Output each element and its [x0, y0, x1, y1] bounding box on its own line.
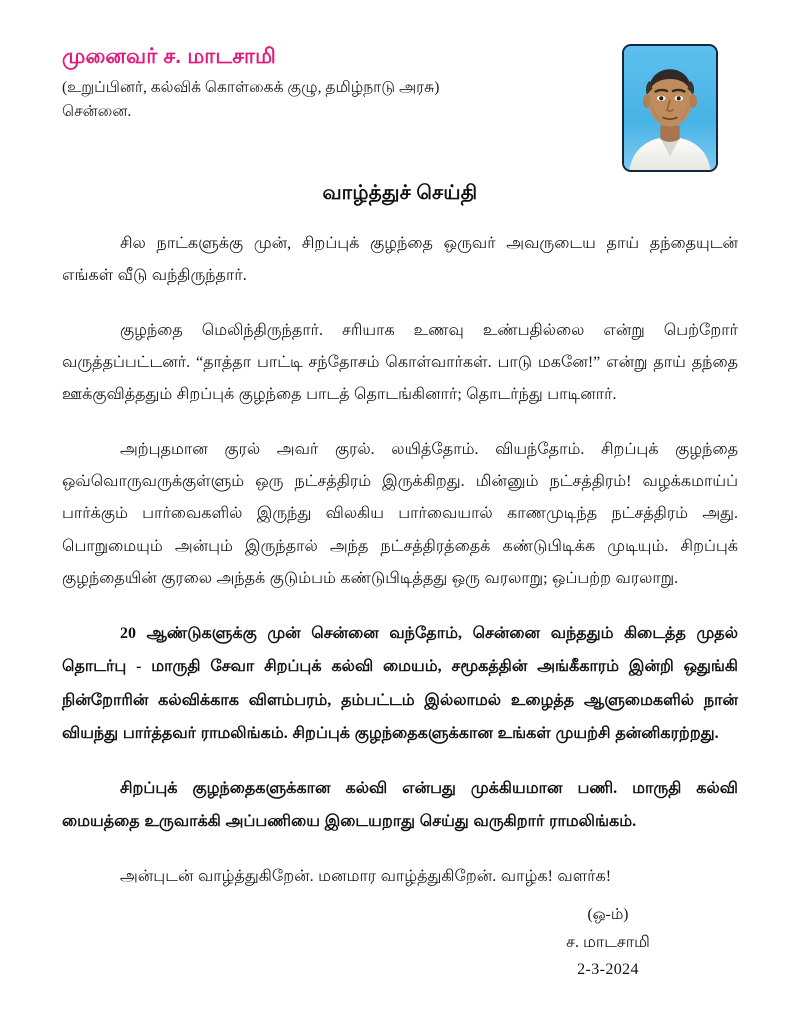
sender-city: சென்னை. — [62, 103, 132, 121]
paragraph-4: 20 ஆண்டுகளுக்கு முன் சென்னை வந்தோம், சென்னை வந்ததும் கிடைத்த முதல் தொடர்பு - மாருதி சேவா சிறப்புக் கல்வி மையம், சமூகத்தின் அங்கீகாரம் இன்றி ஒதுங்கி நின்றோரின் கல்விக்காக விளம்பரம், தம்பட்டம் இல்லாமல் உழைத்த ஆளுமைகளில் நான் வியந்து பார்த்தவர் ராமலிங்கம். சிறப்புக் குழந்தைகளுக்கான உங்கள் முயற்சி தன்னிகரற்றது. — [62, 625, 738, 742]
page-title: வாழ்த்துச் செய்தி — [322, 182, 478, 204]
signature-date: 2-3-2024 — [577, 961, 639, 979]
signature-block — [478, 902, 738, 984]
paragraph-5: சிறப்புக் குழந்தைகளுக்கான கல்வி என்பது முக்கியமான பணி. மாருதி கல்வி மையத்தை உருவாக்கி அப்பணியை இடையறாது செய்து வருகிறார் ராமலிங்கம். — [62, 780, 738, 831]
portrait-photo — [622, 44, 718, 172]
paragraph-1: சில நாட்களுக்கு முன், சிறப்புக் குழந்தை ஒருவர் அவருடைய தாய் தந்தையுடன் எங்கள் வீடு வந்திருந்தார். — [62, 235, 738, 285]
signature-name: ச. மாடசாமி — [566, 933, 650, 951]
letter-body — [62, 228, 738, 893]
signature-closing: (ஒ-ம்) — [587, 906, 629, 923]
paragraph-2: குழந்தை மெலிந்திருந்தார். சரியாக உணவு உண்பதில்லை என்று பெற்றோர் வருத்தப்பட்டனர். “தாத்தா பாட்டி சந்தோசம் கொள்வார்கள். பாடு மகனே!” என்று தாய் தந்தை ஊக்குவித்ததும் சிறப்புக் குழந்தை பாடத் தொடங்கினார்; தொடர்ந்து பாடினார். — [62, 321, 739, 404]
portrait-illustration — [624, 46, 716, 170]
letter-header — [62, 44, 602, 124]
sender-name: முனைவர் ச. மாடசாமி — [62, 45, 277, 68]
sender-designation: (உறுப்பினர், கல்விக் கொள்கைக் குழு, தமிழ்நாடு அரசு) — [62, 79, 440, 97]
paragraph-6: அன்புடன் வாழ்த்துகிறேன். மனமார வாழ்த்துகிறேன். வாழ்க! வளர்க! — [120, 867, 612, 885]
paragraph-3: அற்புதமான குரல் அவர் குரல். லயித்தோம். வியந்தோம். சிறப்புக் குழந்தை ஒவ்வொருவருக்குள்ளும் ஒரு நட்சத்திரம் இருக்கிறது. மின்னும் நட்சத்திரம்! வழக்கமாய்ப் பார்க்கும் பார்வைகளில் இருந்து விலகிய பார்வையால் காணமுடிந்த நட்சத்திரம் அது. பொறுமையும் அன்பும் இருந்தால் அந்த நட்சத்திரத்தைக் கண்டுபிடிக்க முடியும். சிறப்புக் குழந்தையின் குரலை அந்தக் குடும்பம் கண்டுபிடித்தது ஒரு வரலாறு; ஒப்பற்ற வரலாறு. — [62, 440, 739, 587]
